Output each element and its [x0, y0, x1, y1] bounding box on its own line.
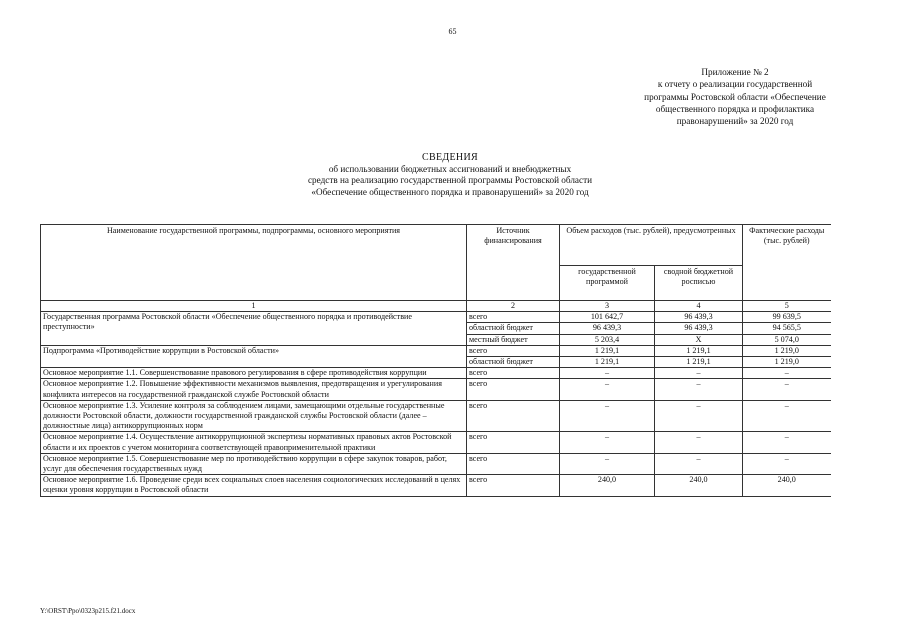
column-number: 5 — [743, 301, 831, 312]
row-name: Основное мероприятие 1.3. Усиление контроля за соблюдением лицами, замещающими отдельные государственные должности Ростовской области, должности государственной гражданской службы Ростовской области (далее – должностные лица) антикоррупционных норм — [41, 400, 467, 432]
expenditure-table — [40, 224, 831, 497]
document-title: СВЕДЕНИЯ — [422, 152, 478, 163]
appendix-line: общественного порядка и профилактика — [655, 103, 815, 114]
row-budget-value: 96 439,3 — [655, 312, 743, 323]
row-actual-value: – — [743, 453, 831, 474]
row-source: всего — [467, 312, 560, 323]
row-name: Государственная программа Ростовской области «Обеспечение общественного порядка и противодействие преступности» — [41, 312, 467, 346]
header-name: Наименование государственной программы, подпрограммы, основного мероприятия — [41, 225, 467, 301]
heading-line: «Обеспечение общественного порядка и правонарушений» за 2020 год — [311, 186, 589, 197]
column-number: 4 — [655, 301, 743, 312]
row-actual-value: – — [743, 400, 831, 432]
row-program-value: 240,0 — [560, 475, 655, 496]
table-row — [41, 400, 831, 432]
column-number-row — [41, 301, 831, 312]
column-number: 1 — [41, 301, 467, 312]
row-name: Основное мероприятие 1.6. Проведение среди всех социальных слоев населения социологических исследований в целях оценки уровня коррупции в Ростовской области — [41, 475, 467, 496]
row-actual-value: 99 639,5 — [743, 312, 831, 323]
row-budget-value: – — [655, 432, 743, 453]
row-budget-value: – — [655, 453, 743, 474]
row-program-value: 5 203,4 — [560, 334, 655, 345]
appendix-line: к отчету о реализации государственной — [657, 79, 813, 90]
appendix-line: программы Ростовской области «Обеспечение — [644, 91, 826, 102]
appendix-line: Приложение № 2 — [701, 67, 769, 77]
row-program-value: – — [560, 379, 655, 400]
row-budget-value: 1 219,1 — [655, 345, 743, 356]
row-name: Подпрограмма «Противодействие коррупции в Ростовской области» — [41, 345, 467, 367]
heading-line: средств на реализацию государственной программы Ростовской области — [307, 175, 593, 186]
header-planned-budget: сводной бюджетной росписью — [655, 266, 743, 301]
table-row — [41, 453, 831, 474]
row-name: Основное мероприятие 1.2. Повышение эффективности механизмов выявления, предотвращения и урегулирования конфликта интересов на государственной гражданской службе Ростовской области — [41, 379, 467, 400]
row-program-value: 96 439,3 — [560, 323, 655, 334]
document-heading — [200, 152, 700, 198]
row-actual-value: 240,0 — [743, 475, 831, 496]
row-program-value: 101 642,7 — [560, 312, 655, 323]
row-program-value: 1 219,1 — [560, 345, 655, 356]
column-number: 2 — [467, 301, 560, 312]
column-number: 3 — [560, 301, 655, 312]
row-actual-value: 1 219,0 — [743, 345, 831, 356]
row-budget-value: – — [655, 368, 743, 379]
row-name: Основное мероприятие 1.5. Совершенствование мер по противодействию коррупции в сфере закупок товаров, работ, услуг для обеспечения государственных нужд — [41, 453, 467, 474]
row-source: всего — [467, 345, 560, 356]
row-source: всего — [467, 368, 560, 379]
row-program-value: – — [560, 400, 655, 432]
row-actual-value: 94 565,5 — [743, 323, 831, 334]
table-row — [41, 368, 831, 379]
table-row — [41, 379, 831, 400]
row-source: областной бюджет — [467, 357, 560, 368]
row-program-value: 1 219,1 — [560, 357, 655, 368]
row-program-value: – — [560, 368, 655, 379]
row-source: всего — [467, 453, 560, 474]
row-source: всего — [467, 475, 560, 496]
table-row — [41, 432, 831, 453]
header-source: Источник финансирования — [467, 225, 560, 301]
row-source: всего — [467, 400, 560, 432]
row-budget-value: Х — [655, 334, 743, 345]
row-actual-value: – — [743, 379, 831, 400]
table-row — [41, 312, 831, 323]
row-source: всего — [467, 432, 560, 453]
header-actual: Фактические расходы (тыс. рублей) — [743, 225, 831, 301]
appendix-line: правонарушений» за 2020 год — [676, 116, 794, 127]
row-source: всего — [467, 379, 560, 400]
row-budget-value: – — [655, 400, 743, 432]
file-path-footer: Y:\ORST\Ppo\0323p215.f21.docx — [40, 607, 136, 615]
row-budget-value: 240,0 — [655, 475, 743, 496]
row-actual-value: – — [743, 368, 831, 379]
row-actual-value: – — [743, 432, 831, 453]
row-actual-value: 5 074,0 — [743, 334, 831, 345]
row-source: областной бюджет — [467, 323, 560, 334]
row-budget-value: 96 439,3 — [655, 323, 743, 334]
row-source: местный бюджет — [467, 334, 560, 345]
page-number: 65 — [448, 27, 457, 36]
header-planned: Объем расходов (тыс. рублей), предусмотренных — [560, 225, 743, 266]
row-name: Основное мероприятие 1.1. Совершенствование правового регулирования в сфере противодействия коррупции — [41, 368, 467, 379]
heading-line: об использовании бюджетных ассигнований и внебюджетных — [328, 163, 572, 174]
row-actual-value: 1 219,0 — [743, 357, 831, 368]
row-program-value: – — [560, 432, 655, 453]
row-program-value: – — [560, 453, 655, 474]
row-name: Основное мероприятие 1.4. Осуществление антикоррупционной экспертизы нормативных правовых актов Ростовской области и их проектов с учетом мониторинга соответствующей правоприменительной практики — [41, 432, 467, 453]
table-row — [41, 345, 831, 356]
table-row — [41, 475, 831, 496]
row-budget-value: 1 219,1 — [655, 357, 743, 368]
appendix-note — [620, 66, 850, 127]
row-budget-value: – — [655, 379, 743, 400]
header-planned-program: государственной программой — [560, 266, 655, 301]
